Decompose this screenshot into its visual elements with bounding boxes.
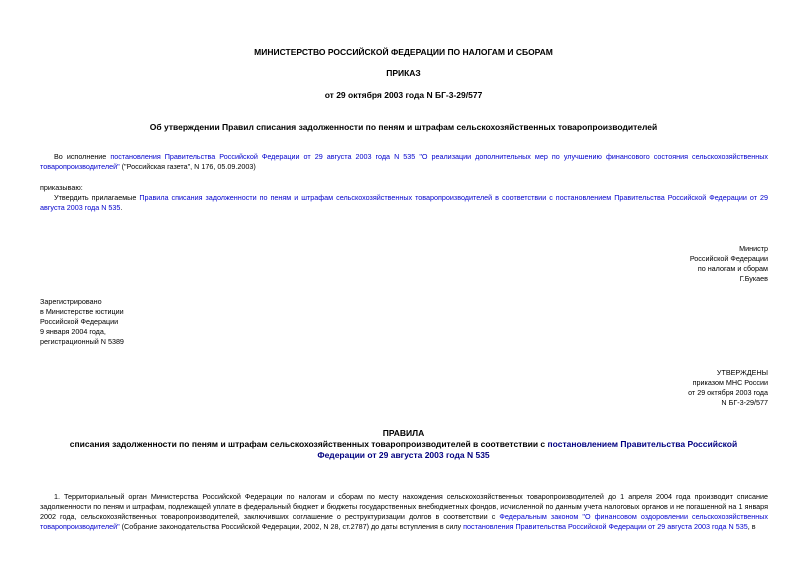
- order-suffix: .: [120, 203, 123, 212]
- para1-text: , в: [747, 522, 756, 531]
- registration-line: регистрационный N 5389: [40, 337, 124, 346]
- registration-line: в Министерстве юстиции: [40, 307, 124, 316]
- registration-line: Российской Федерации: [40, 317, 119, 326]
- para1-text: (Собрание законодательства Российской Федерации, 2002, N 28, ст.2787) до даты вступления в силу: [119, 522, 464, 531]
- signature-line: Российской Федерации: [689, 254, 768, 263]
- doc-type-heading: ПРИКАЗ: [386, 68, 421, 78]
- rules-decree-link[interactable]: постановлением Правительства Российской Федерации от 29 августа 2003 года N 535: [317, 439, 738, 460]
- intro-paragraph: [40, 152, 768, 172]
- order-paragraph: [40, 193, 768, 213]
- signature-block: [560, 244, 768, 284]
- ministry-heading: МИНИСТЕРСТВО РОССИЙСКОЙ ФЕДЕРАЦИИ ПО НАЛОГАМ И СБОРАМ: [254, 47, 553, 57]
- order-prefix: Утвердить прилагаемые: [54, 193, 140, 202]
- approved-line: N БГ-3-29/577: [721, 398, 768, 407]
- rules-subtitle: [50, 439, 757, 461]
- rules-subtitle-prefix: списания задолженности по пеням и штрафам сельскохозяйственных товаропроизводителей в соответствии с: [69, 439, 548, 449]
- date-number: от 29 октября 2003 года N БГ-3-29/577: [324, 90, 483, 100]
- approved-block: [560, 368, 768, 408]
- approved-line: УТВЕРЖДЕНЫ: [716, 368, 768, 377]
- signature-line: по налогам и сборам: [697, 264, 768, 273]
- signature-name: Г.Букаев: [739, 274, 768, 283]
- intro-decree-link[interactable]: постановления Правительства Российской Федерации от 29 августа 2003 года N 535 "О реализации дополнительных мер по улучшению финансового состояния сельскохозяйственных товаропроизводителей": [40, 152, 768, 171]
- paragraph-1: [40, 492, 768, 532]
- rules-title: ПРАВИЛА: [382, 428, 425, 438]
- order-word: приказываю:: [40, 183, 83, 192]
- registration-line: 9 января 2004 года,: [40, 327, 106, 336]
- document-title: Об утверждении Правил списания задолженности по пеням и штрафам сельскохозяйственных товаропроизводителей: [149, 122, 658, 132]
- para1-text: 1. Территориальный орган Министерства Российской Федерации по налогам и сборам по месту нахождения сельскохозяйственных товаропроизводителей до 1 апреля 2004 года производит списание задолженности по пеням и штрафам, подлежащей уплате в федеральный бюджет и бюджеты государственных внебюджетных фондов, исчисленной по данным учета налоговых органов и не погашенной на 1 января 2002 года, сельскохозяйственных товаропроизводителей, заключивших соглашение о реструктуризации долгов в соответствии с: [40, 492, 768, 521]
- para1-decree-link[interactable]: постановления Правительства Российской Федерации от 29 августа 2003 года N 535: [463, 522, 748, 531]
- order-rules-link[interactable]: Правила списания задолженности по пеням и штрафам сельскохозяйственных товаропроизводителей в соответствии с постановлением Правительства Российской Федерации от 29 августа 2003 года N 535: [40, 193, 768, 212]
- registration-line: Зарегистрировано: [40, 297, 102, 306]
- signature-line: Министр: [739, 244, 768, 253]
- approved-line: от 29 октября 2003 года: [688, 388, 768, 397]
- registration-block: [40, 297, 124, 347]
- intro-prefix: Во исполнение: [54, 152, 111, 161]
- intro-suffix: ("Российская газета", N 176, 05.09.2003): [119, 162, 256, 171]
- federal-law-link[interactable]: Федеральным законом "О финансовом оздоровлении сельскохозяйственных товаропроизводителей": [40, 512, 768, 531]
- approved-line: приказом МНС России: [692, 378, 768, 387]
